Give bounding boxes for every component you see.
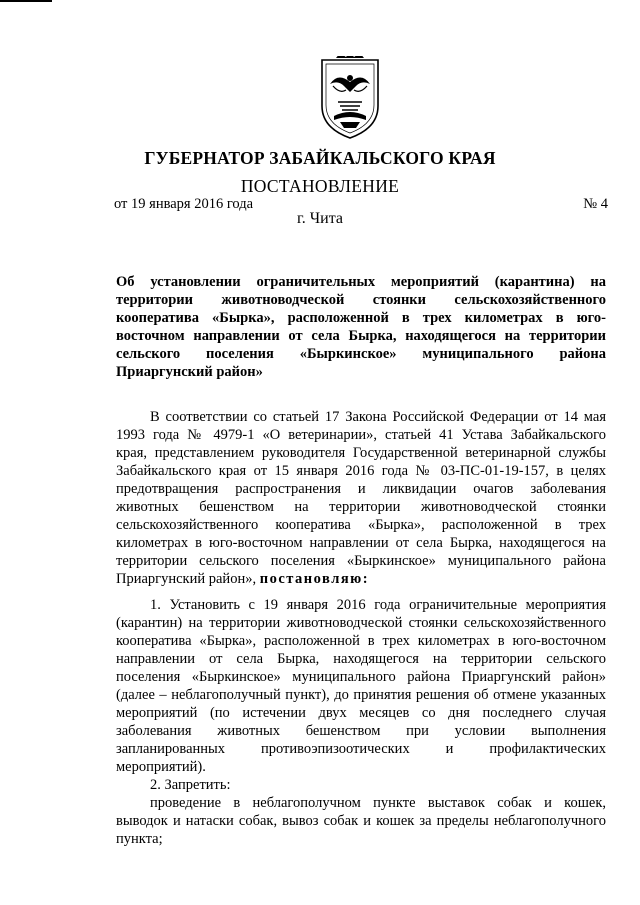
preamble-line: края, представлением руководителя Государственной ветеринарной службы <box>116 445 606 461</box>
subject-line: восточном направлении от села Бырка, находящегося на территории <box>116 328 606 344</box>
preamble-line-prefix: Приаргунский район», <box>116 571 257 587</box>
item-line: поселения «Быркинское» муниципального района Приаргунский район» <box>116 669 606 685</box>
subject-line: территории животноводческой стоянки сельскохозяйственного <box>116 292 606 308</box>
item-line: (далее – неблагополучный пункт), до принятия решения об отмене указанных <box>116 687 606 703</box>
preamble-line: километрах в юго-восточном направлении от села Бырка, находящегося на <box>116 535 606 551</box>
decree-items <box>116 596 606 848</box>
preamble-line: предотвращения распространения и ликвидации очагов заболевания <box>116 481 606 497</box>
preamble-line: 1993 года № 4979-1 «О ветеринарии», статьей 41 Устава Забайкальского <box>116 427 606 443</box>
document-type: ПОСТАНОВЛЕНИЕ <box>240 176 400 196</box>
item-line: 2. Запретить: <box>150 777 231 793</box>
subject-line: сельского поселения «Быркинское» муниципального района <box>116 346 606 362</box>
item-line: мероприятий (по истечении двух месяцев со дня последнего случая <box>116 705 606 721</box>
item-line: заболевания животных бешенством при условии выполнения <box>116 723 606 739</box>
top-rule <box>0 0 52 2</box>
item-line: пункта; <box>116 831 163 847</box>
preamble-line: сельскохозяйственного кооператива «Бырка», расположенной в трех <box>116 517 606 533</box>
item-line: направлении от села Бырка, находящегося на территории сельского <box>116 651 606 667</box>
item-line: кооператива «Бырка», расположенной в трех километрах в юго-восточном <box>116 633 606 649</box>
subject-line: Приаргунский район» <box>116 364 263 380</box>
item-line: запланированных противоэпизоотических и профилактических <box>116 741 606 757</box>
item-line: проведение в неблагополучном пункте выставок собак и кошек, <box>150 795 606 811</box>
preamble-line: животных бешенством на территории животноводческой стоянки <box>116 499 606 515</box>
document-date: от 19 января 2016 года <box>114 196 254 212</box>
issuer-title: ГУБЕРНАТОР ЗАБАЙКАЛЬСКОГО КРАЯ <box>144 148 496 168</box>
item-line: мероприятий). <box>116 759 206 775</box>
preamble-last-line <box>116 570 606 588</box>
preamble-paragraph <box>116 408 606 588</box>
preamble-line: В соответствии со статьей 17 Закона Российской Федерации от 14 мая <box>150 409 606 425</box>
document-city: г. Чита <box>296 210 343 227</box>
item-line: 1. Установить с 19 января 2016 года ограничительные мероприятия <box>150 597 606 613</box>
subject-line: Об установлении ограничительных мероприятий (карантина) на <box>116 274 606 290</box>
coat-of-arms-emblem <box>316 56 384 140</box>
document-subject <box>116 273 606 381</box>
decree-word: постановляю: <box>259 571 370 587</box>
document-number: № 4 <box>583 196 608 212</box>
item-line: выводок и натаски собак, вывоз собак и кошек за пределы неблагополучного <box>116 813 606 829</box>
item-line: (карантин) на территории животноводческой стоянки сельскохозяйственного <box>116 615 606 631</box>
preamble-line: территории сельского поселения «Быркинское» муниципального района <box>116 553 606 569</box>
preamble-line: Забайкальского края от 15 января 2016 года № 03-ПС-01-19-157, в целях <box>116 463 606 479</box>
subject-line: кооператива «Бырка», расположенной в трех километрах в юго- <box>116 310 606 326</box>
